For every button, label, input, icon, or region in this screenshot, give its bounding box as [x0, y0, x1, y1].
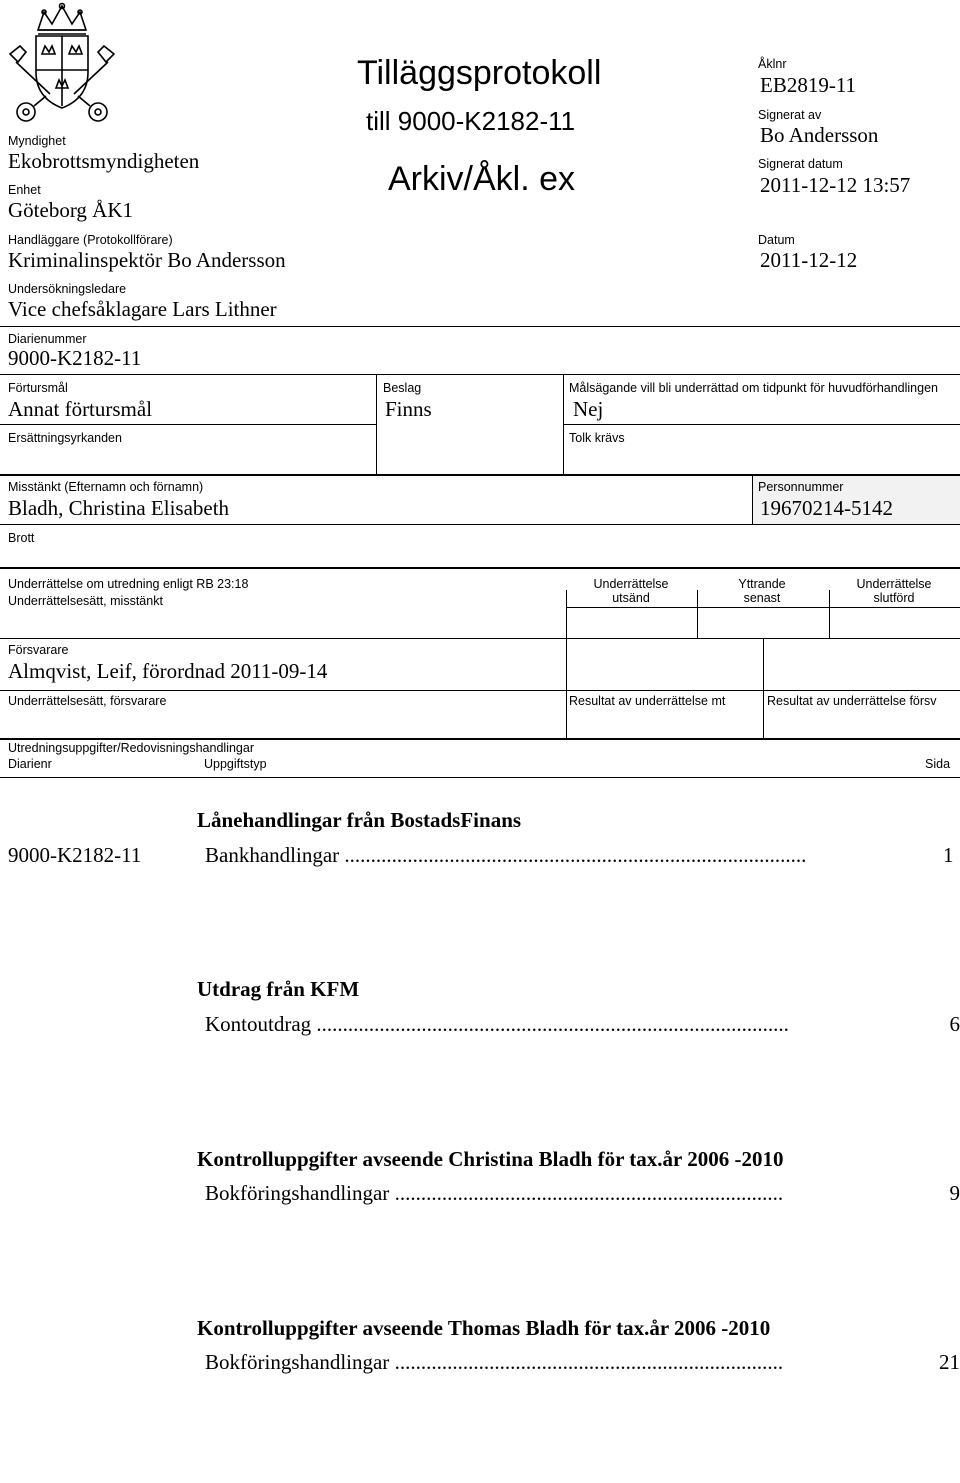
forturs-value: Annat förtursmål: [8, 397, 153, 421]
tolk-label: Tolk krävs: [569, 431, 625, 445]
enhet-label: Enhet: [8, 183, 41, 197]
entry-diarienr: 9000-K2182-11: [8, 843, 142, 867]
entry-item: Bokföringshandlingar ..........................................................................: [205, 1350, 784, 1374]
signerat-datum-label: Signerat datum: [758, 157, 843, 171]
result-forsv-label: Resultat av underrättelse försv: [767, 694, 937, 708]
entry-page: 1: [943, 843, 954, 867]
signerat-av-value: Bo Andersson: [760, 123, 879, 147]
col-page-header: Sida: [925, 757, 951, 771]
defender-value: Almqvist, Leif, förordnad 2011-09-14: [8, 659, 328, 683]
tasks-section-label: Utredningsuppgifter/Redovisningshandlingar: [8, 741, 254, 755]
ersattning-label: Ersättningsyrkanden: [8, 431, 122, 445]
suspect-name-label: Misstänkt (Efternamn och förnamn): [8, 480, 204, 494]
archive-label: Arkiv/Åkl. ex: [388, 160, 576, 198]
myndighet-label: Myndighet: [8, 134, 66, 148]
aklnr-value: EB2819-11: [760, 73, 857, 97]
handlaggare-label: Handläggare (Protokollförare): [8, 233, 173, 247]
page-title: Tilläggsprotokoll: [357, 54, 602, 92]
signerat-datum-value: 2011-12-12 13:57: [760, 173, 911, 197]
col-diarienr-header: Diarienr: [8, 757, 52, 771]
entry-title: Kontrolluppgifter avseende Thomas Bladh för tax.år 2006 -2010: [197, 1316, 771, 1340]
personnummer-label: Personnummer: [758, 480, 844, 494]
undersokningsledare-label: Undersökningsledare: [8, 282, 127, 296]
entry-page: 9: [930, 1181, 960, 1206]
entry-page: 6: [930, 1012, 960, 1037]
malsagande-value: Nej: [573, 397, 604, 421]
beslag-label: Beslag: [383, 381, 422, 395]
handlaggare-value: Kriminalinspektör Bo Andersson: [8, 248, 286, 272]
personnummer-value: 19670214-5142: [760, 496, 893, 520]
diarienummer-value: 9000-K2182-11: [8, 346, 142, 370]
entry-page: 21: [922, 1350, 960, 1375]
notice-reply-label: [697, 577, 827, 605]
datum-label: Datum: [758, 233, 795, 247]
col-type-header: Uppgiftstyp: [204, 757, 267, 771]
entry-item: Kontoutdrag ..........................................................................................: [205, 1012, 789, 1036]
defender-method-label: Underrättelsesätt, försvarare: [8, 694, 167, 708]
defender-label: Försvarare: [8, 643, 69, 657]
coat-of-arms-logo: [6, 2, 118, 128]
entry-item: Bokföringshandlingar ..........................................................................: [205, 1181, 784, 1205]
entry-title: Kontrolluppgifter avseende Christina Bladh för tax.år 2006 -2010: [197, 1147, 784, 1171]
notice-reply-line1: Yttrande: [738, 577, 786, 591]
result-mt-label: Resultat av underrättelse mt: [569, 694, 726, 708]
notice-sent-line1: Underrättelse: [593, 577, 669, 591]
entry-item: Bankhandlingar ........................................................................................: [205, 843, 807, 867]
notice-sent-label: [566, 577, 696, 605]
entry-title: Utdrag från KFM: [197, 977, 360, 1001]
entry-item-label: Kontoutdrag: [205, 1012, 312, 1036]
notice-done-line1: Underrättelse: [856, 577, 932, 591]
entry-item-label: Bankhandlingar: [205, 843, 340, 867]
entry-item-label: Bokföringshandlingar: [205, 1350, 390, 1374]
crown-shield-icon: [6, 2, 118, 128]
enhet-value: Göteborg ÅK1: [8, 198, 134, 222]
datum-value: 2011-12-12: [760, 248, 858, 272]
notice-done-line2: slutförd: [873, 591, 915, 605]
malsagande-label: Målsägande vill bli underrättad om tidpunkt för huvudförhandlingen: [569, 381, 938, 395]
entry-title: Lånehandlingar från BostadsFinans: [197, 808, 522, 832]
notice-sent-line2: utsänd: [612, 591, 650, 605]
notice-reply-line2: senast: [743, 591, 781, 605]
forturs-label: Förtursmål: [8, 381, 68, 395]
signerat-av-label: Signerat av: [758, 108, 822, 122]
diarienummer-label: Diarienummer: [8, 332, 87, 346]
notice-method-label: Underrättelsesätt, misstänkt: [8, 594, 163, 608]
myndighet-value: Ekobrottsmyndigheten: [8, 149, 200, 173]
notice-done-label: [829, 577, 959, 605]
rb-notice-label: Underrättelse om utredning enligt RB 23:18: [8, 577, 249, 591]
beslag-value: Finns: [385, 397, 432, 421]
suspect-name-value: Bladh, Christina Elisabeth: [8, 496, 230, 520]
entry-item-label: Bokföringshandlingar: [205, 1181, 390, 1205]
aklnr-label: Åklnr: [758, 57, 787, 71]
page-subtitle: till 9000-K2182-11: [366, 106, 576, 136]
brott-label: Brott: [8, 531, 35, 545]
undersokningsledare-value: Vice chefsåklagare Lars Lithner: [8, 297, 277, 321]
